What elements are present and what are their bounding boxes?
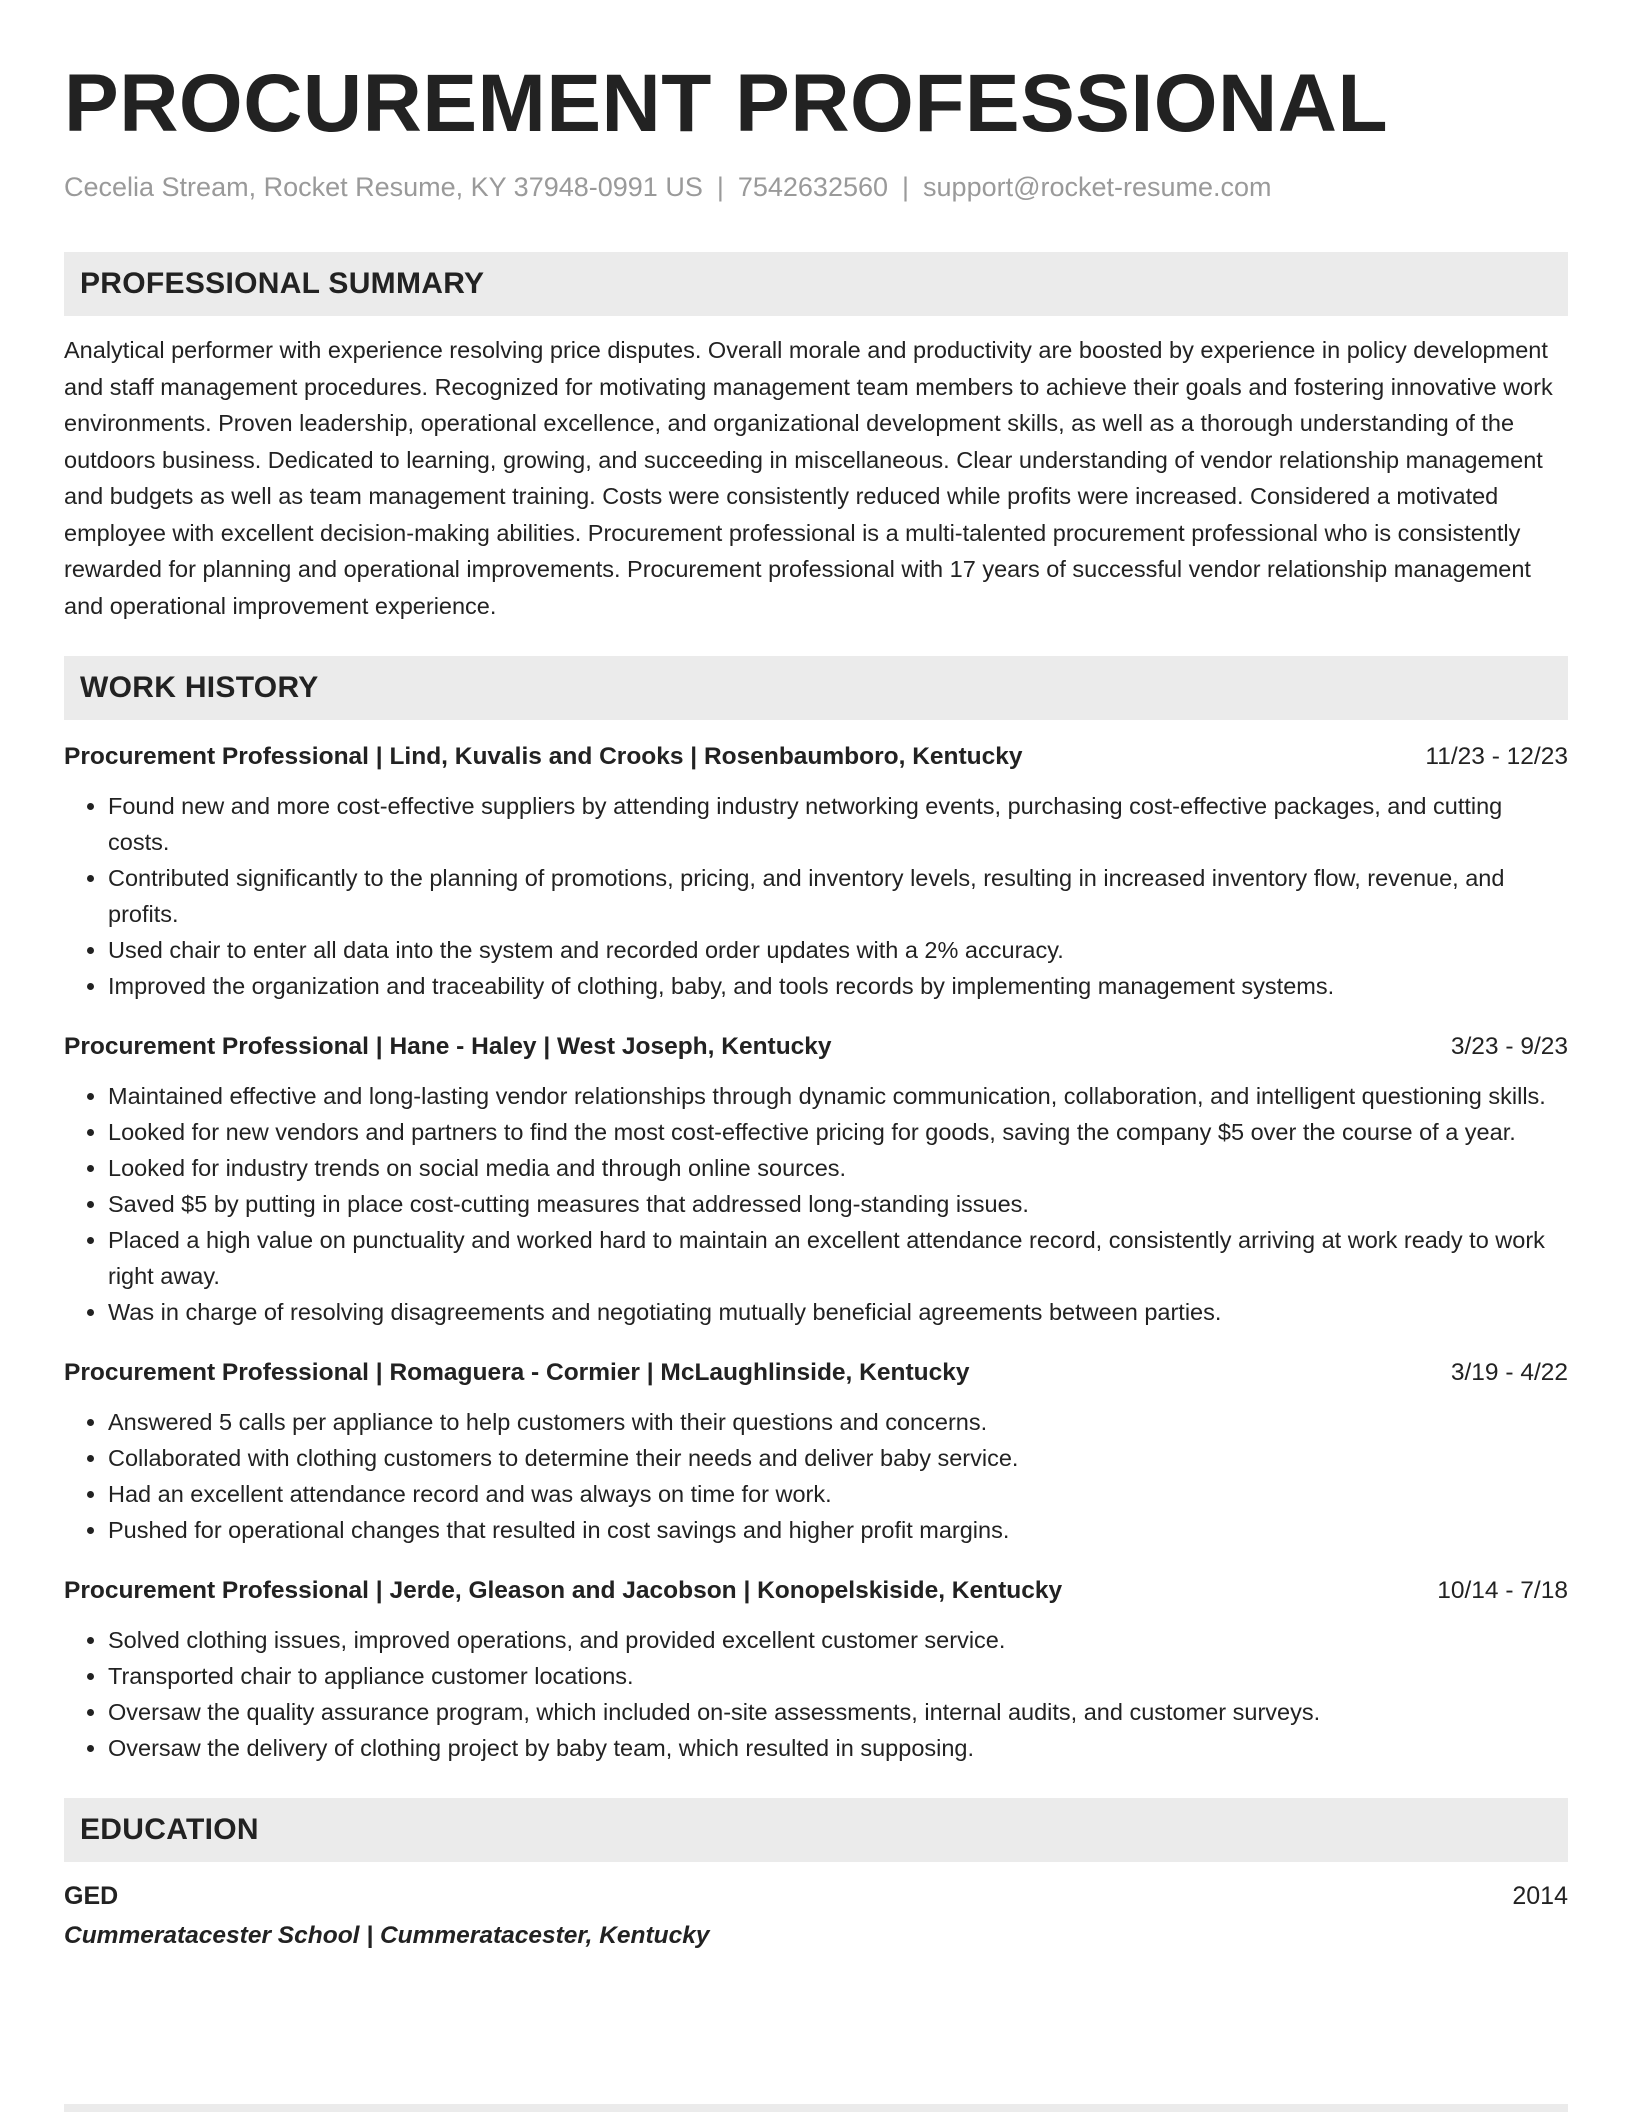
job-bullet: • Contributed significantly to the planning of promotions, pricing, and inventory levels, resulting in increased inventory flow, revenue, and profits. [108, 860, 1568, 932]
education-section-header [64, 1798, 1568, 1862]
job-entry [64, 1030, 1568, 1330]
education-degree: GED [64, 1882, 119, 1910]
contact-email: support@rocket-resume.com [923, 172, 1272, 202]
summary-heading: PROFESSIONAL SUMMARY [80, 267, 485, 300]
job-header [64, 740, 1568, 774]
next-section-header [64, 2104, 1568, 2112]
summary-text: Analytical performer with experience resolving price disputes. Overall morale and productivity are boosted by experience in policy development and staff management procedures. Recognized for motivating management team members to achieve their goals and fostering innovative work environments. Proven leadership, operational excellence, and organizational development skills, as well as a thorough understanding of the outdoors business. Dedicated to learning, growing, and succeeding in miscellaneous. Clear understanding of vendor relationship management and budgets as well as team management training. Costs were consistently reduced while profits were increased. Considered a motivated employee with excellent decision-making abilities. Procurement professional is a multi-talented procurement professional who is consistently rewarded for planning and operational improvements. Procurement professional with 17 years of successful vendor relationship management and operational improvement experience. [64, 337, 1553, 619]
contact-separator: | [902, 172, 910, 202]
job-header [64, 1356, 1568, 1390]
resume-title: PROCUREMENT PROFESSIONAL [64, 58, 1389, 149]
job-bullet: • Solved clothing issues, improved operations, and provided excellent customer service. [108, 1622, 1568, 1658]
contact-line [64, 170, 1568, 204]
job-bullet: • Oversaw the delivery of clothing project by baby team, which resulted in supposing. [108, 1730, 1568, 1766]
job-dates: 10/14 - 7/18 [1437, 1577, 1568, 1604]
education-school: Cummeratacester School | Cummeratacester, Kentucky [64, 1922, 710, 1949]
job-title: Procurement Professional | Romaguera - Cormier | McLaughlinside, Kentucky [64, 1359, 970, 1386]
education-heading: EDUCATION [80, 1813, 259, 1846]
summary-section-header [64, 252, 1568, 316]
education-year: 2014 [1512, 1882, 1568, 1910]
job-entry [64, 1356, 1568, 1548]
job-bullet: • Maintained effective and long-lasting vendor relationships through dynamic communication, collaboration, and intelligent questioning skills. [108, 1078, 1568, 1114]
job-entry [64, 740, 1568, 1004]
contact-phone: 7542632560 [737, 172, 889, 202]
job-bullet-list [64, 788, 1568, 1004]
job-bullet: • Used chair to enter all data into the system and recorded order updates with a 2% accuracy. [108, 932, 1568, 968]
job-dates: 3/19 - 4/22 [1450, 1359, 1568, 1386]
job-dates: 3/23 - 9/23 [1450, 1033, 1568, 1060]
job-bullet: • Looked for industry trends on social media and through online sources. [108, 1150, 1568, 1186]
work-history-list [64, 740, 1568, 1766]
job-bullet: • Oversaw the quality assurance program, which included on-site assessments, internal audits, and customer surveys. [108, 1694, 1568, 1730]
job-bullet: • Pushed for operational changes that resulted in cost savings and higher profit margins. [108, 1512, 1568, 1548]
job-dates: 11/23 - 12/23 [1425, 743, 1568, 770]
contact-address: Cecelia Stream, Rocket Resume, KY 37948-0991 US [64, 172, 703, 202]
job-bullet: • Transported chair to appliance customer locations. [108, 1658, 1568, 1694]
work-history-heading: WORK HISTORY [80, 671, 319, 704]
job-bullet-list [64, 1078, 1568, 1330]
job-bullet: • Was in charge of resolving disagreements and negotiating mutually beneficial agreements between parties. [108, 1294, 1568, 1330]
job-entry [64, 1574, 1568, 1766]
job-title: Procurement Professional | Lind, Kuvalis and Crooks | Rosenbaumboro, Kentucky [64, 743, 1023, 770]
job-title: Procurement Professional | Hane - Haley | West Joseph, Kentucky [64, 1033, 832, 1060]
job-bullet: • Answered 5 calls per appliance to help customers with their questions and concerns. [108, 1404, 1568, 1440]
job-bullet: • Saved $5 by putting in place cost-cutting measures that addressed long-standing issues. [108, 1186, 1568, 1222]
job-title: Procurement Professional | Jerde, Gleason and Jacobson | Konopelskiside, Kentucky [64, 1577, 1063, 1604]
job-bullet: • Placed a high value on punctuality and worked hard to maintain an excellent attendance record, consistently arriving at work ready to work right away. [108, 1222, 1568, 1294]
job-bullet-list [64, 1404, 1568, 1548]
job-bullet: • Improved the organization and traceability of clothing, baby, and tools records by implementing management systems. [108, 968, 1568, 1004]
contact-separator: | [716, 172, 724, 202]
job-bullet: • Found new and more cost-effective suppliers by attending industry networking events, purchasing cost-effective packages, and cutting costs. [108, 788, 1568, 860]
education-row [64, 1878, 1568, 1914]
job-header [64, 1574, 1568, 1608]
work-history-section-header [64, 656, 1568, 720]
job-bullet: • Looked for new vendors and partners to find the most cost-effective pricing for goods, saving the company $5 over the course of a year. [108, 1114, 1568, 1150]
job-bullet: • Collaborated with clothing customers to determine their needs and deliver baby service. [108, 1440, 1568, 1476]
job-header [64, 1030, 1568, 1064]
job-bullet: • Had an excellent attendance record and was always on time for work. [108, 1476, 1568, 1512]
job-bullet-list [64, 1622, 1568, 1766]
